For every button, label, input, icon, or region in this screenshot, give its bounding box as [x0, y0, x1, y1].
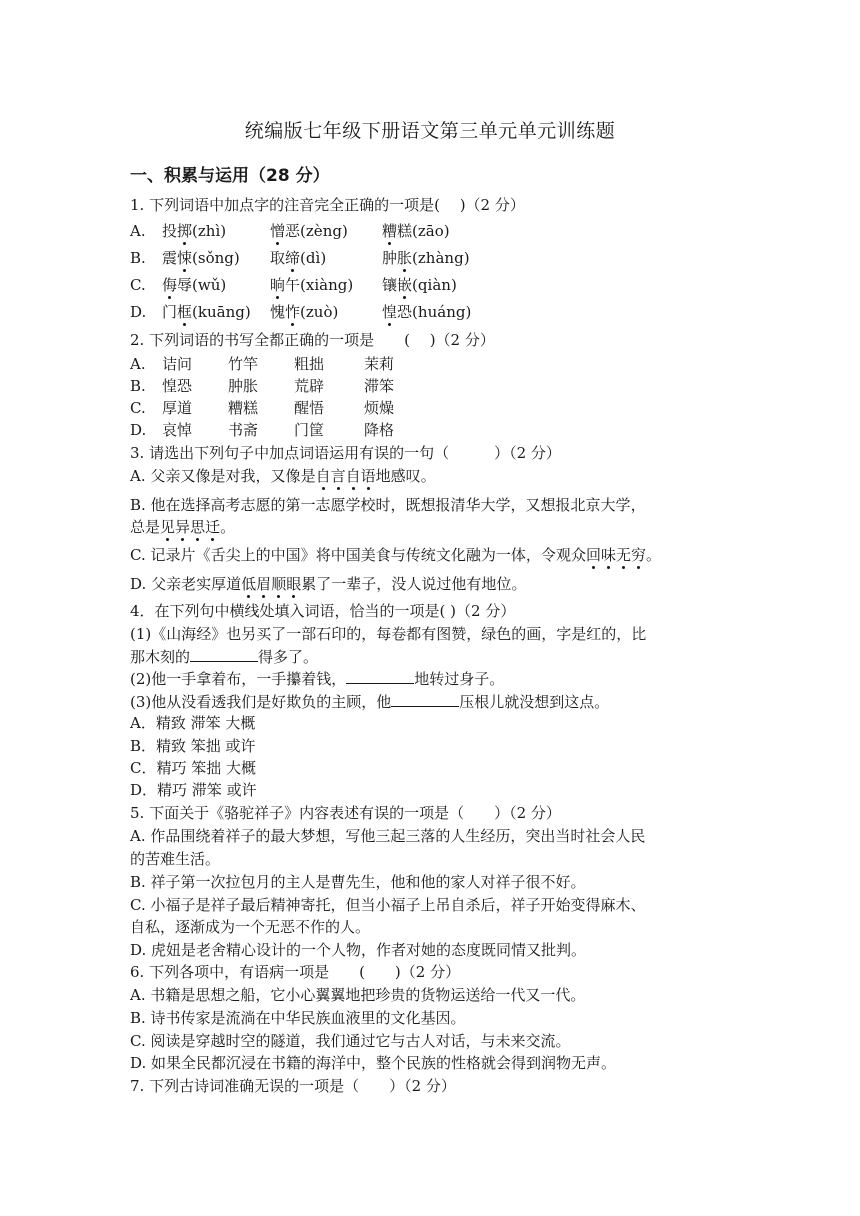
- question-2-option-d: D.哀悼 书斋 门筐 降格: [130, 421, 395, 439]
- fill-blank-2: [346, 669, 414, 684]
- question-7-stem: 7. 下列古诗词准确无误的一项是（ ）（2 分）: [130, 1077, 456, 1095]
- fill-blank-3: [391, 692, 459, 707]
- question-1-option-c: C.侮辱(wǔ) 晌午(xiàng) 镶嵌(qiàn): [130, 276, 457, 294]
- question-4-stem: 4．在下列句中横线处填入词语，恰当的一项是( )（2 分）: [130, 602, 516, 620]
- question-3-option-b-line2: 总是见异思迁。: [130, 518, 236, 536]
- question-1-option-a: A.投掷(zhì) 憎恶(zèng) 糟糕(zāo): [130, 222, 450, 240]
- question-1-option-b: B.震悚(sǒng) 取缔(dì) 肿胀(zhàng): [130, 249, 470, 267]
- question-6-option-b: B. 诗书传家是流淌在中华民族血液里的文化基因。: [130, 1009, 466, 1027]
- question-5-option-c-line1: C. 小福子是祥子最后精神寄托，但当小福子上吊自杀后，祥子开始变得麻木、: [130, 896, 646, 914]
- question-6-option-c: C. 阅读是穿越时空的隧道，我们通过它与古人对话，与未来交流。: [130, 1032, 571, 1050]
- question-2-option-a: A.诘问 竹竿 粗拙 茉莉: [130, 355, 395, 373]
- question-4-sentence-1-cont: 那木刻的 得多了。: [130, 648, 319, 666]
- question-3-option-a: A. 父亲又像是对我，又像是自言自语地感叹。: [130, 467, 436, 485]
- question-3-option-d: D. 父亲老实厚道低眉顺眼累了一辈子，没人说过他有地位。: [130, 575, 527, 593]
- question-2-option-c: C.厚道 糟糕 醒悟 烦燥: [130, 399, 395, 417]
- question-5-option-a-line2: 的苦难生活。: [130, 850, 221, 868]
- question-4-sentence-2: (2)他一手拿着布，一手攥着钱， 地转过身子。: [130, 670, 505, 688]
- question-6-option-a: A. 书籍是思想之船，它小心翼翼地把珍贵的货物运送给一代又一代。: [130, 986, 586, 1004]
- question-4-sentence-3: (3)他从没看透我们是好欺负的主顾，他 压根儿就没想到这点。: [130, 693, 610, 711]
- question-1-stem: 1. 下列词语中加点字的注音完全正确的一项是( )（2 分）: [130, 196, 525, 214]
- question-3-stem: 3. 请选出下列句子中加点词语运用有误的一句（ ）（2 分）: [130, 444, 561, 462]
- question-5-stem: 5. 下面关于《骆驼祥子》内容表述有误的一项是（ ）（2 分）: [130, 804, 561, 822]
- question-4-option-b: B．精致 笨拙 或许: [130, 737, 256, 755]
- question-4-sentence-1: (1)《山海经》也另买了一部石印的，每卷都有图赞，绿色的画，字是红的，比: [130, 625, 647, 643]
- question-4-option-a: A．精致 滞笨 大概: [130, 714, 256, 732]
- question-5-option-a-line1: A. 作品围绕着祥子的最大梦想，写他三起三落的人生经历，突出当时社会人民: [130, 827, 646, 845]
- section-heading: 一、积累与运用（28 分）: [130, 166, 330, 186]
- page-title: 统编版七年级下册语文第三单元单元训练题: [244, 120, 616, 142]
- question-2-option-b: B.惶恐 肿胀 荒辟 滞笨: [130, 377, 395, 395]
- question-6-option-d: D. 如果全民都沉浸在书籍的海洋中，整个民族的性格就会得到润物无声。: [130, 1054, 617, 1072]
- fill-blank-1: [190, 647, 258, 662]
- question-5-option-b: B. 祥子第一次拉包月的主人是曹先生，他和他的家人对祥子很不好。: [130, 873, 586, 891]
- question-3-option-c: C. 记录片《舌尖上的中国》将中国美食与传统文化融为一体，令观众回味无穷。: [130, 546, 662, 564]
- question-3-option-b-line1: B. 他在选择高考志愿的第一志愿学校时，既想报清华大学，又想报北京大学，: [130, 496, 646, 514]
- question-1-option-d: D.门框(kuāng) 愧怍(zuò) 惶恐(huáng): [130, 303, 472, 321]
- question-4-option-c: C．精巧 笨拙 大概: [130, 759, 257, 777]
- question-6-stem: 6. 下列各项中，有语病一项是 ( )（2 分）: [130, 963, 461, 981]
- question-5-option-c-line2: 自私，逐渐成为一个无恶不作的人。: [130, 918, 371, 936]
- question-5-option-d: D. 虎妞是老舍精心设计的一个人物，作者对她的态度既同情又批判。: [130, 941, 587, 959]
- question-2-stem: 2. 下列词语的书写全都正确的一项是 ( )（2 分）: [130, 331, 495, 349]
- question-4-option-d: D．精巧 滞笨 或许: [130, 781, 257, 799]
